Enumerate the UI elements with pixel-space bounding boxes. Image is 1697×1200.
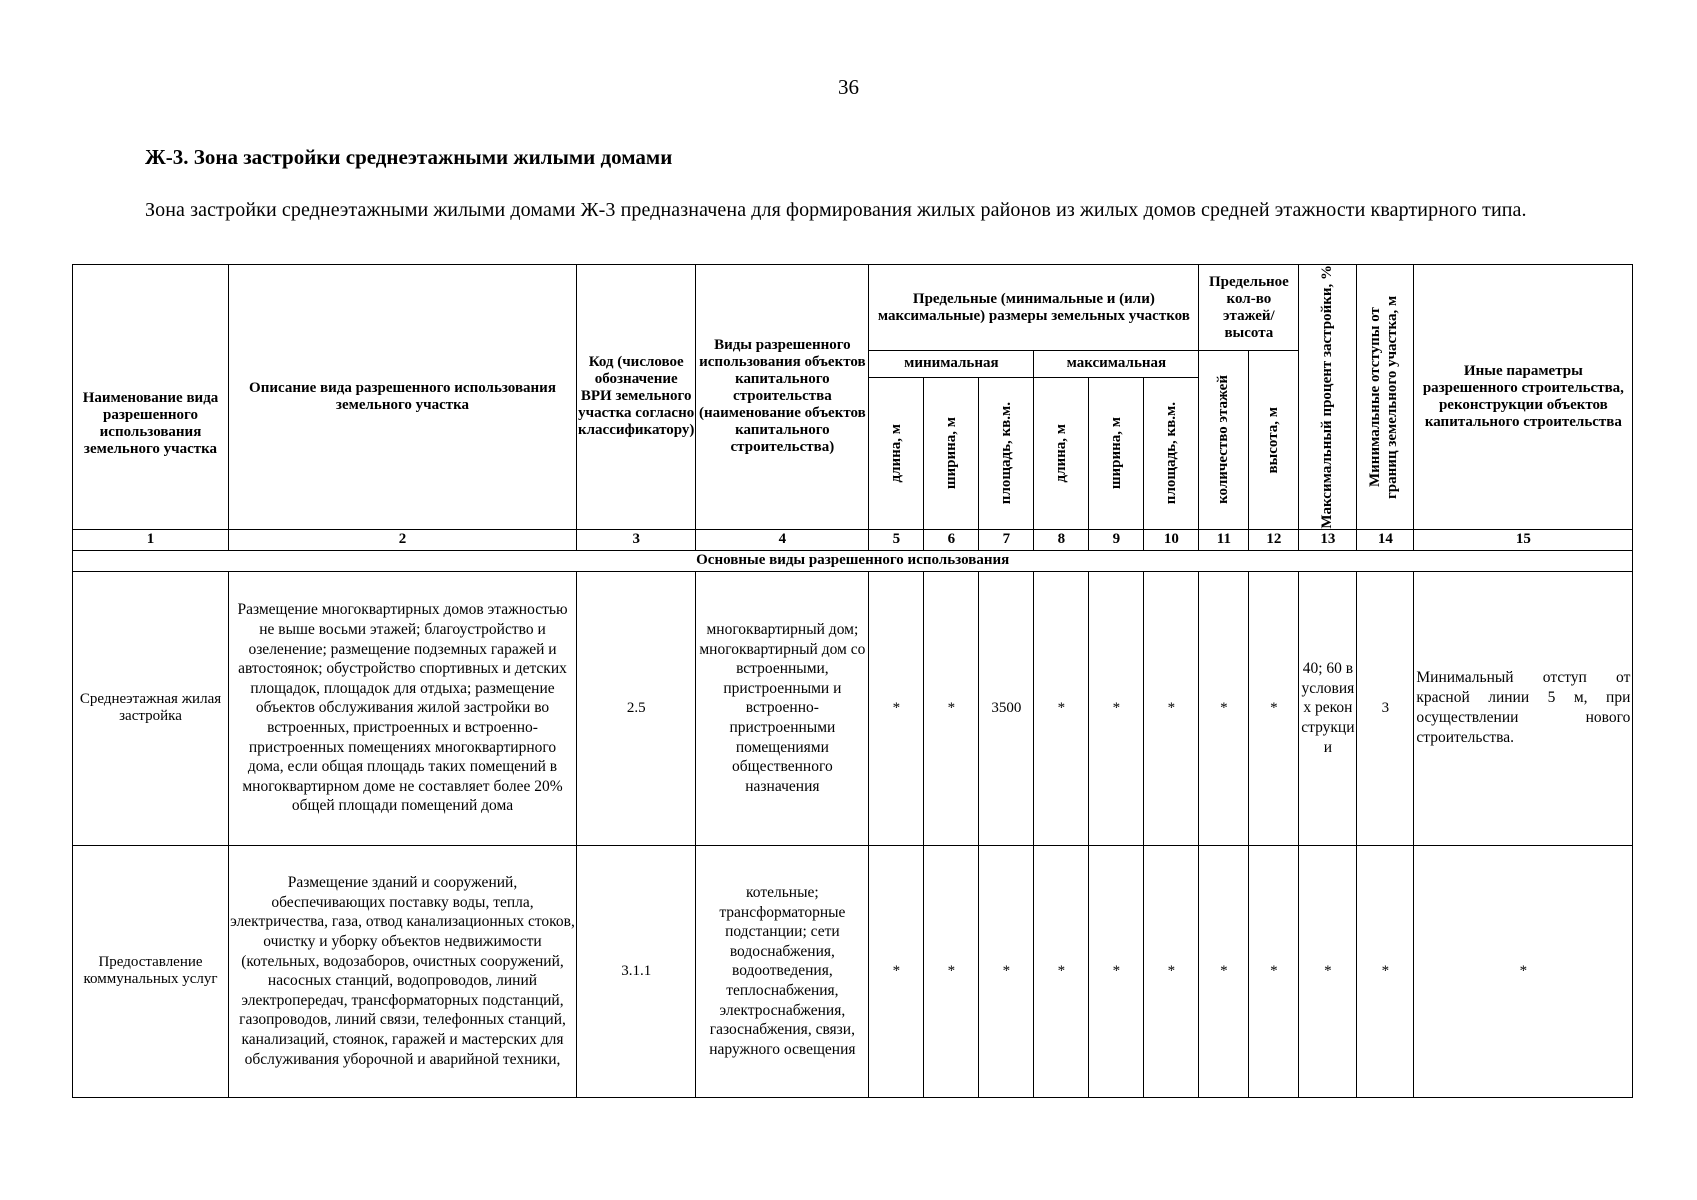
header-min-width-label: ширина, м <box>942 417 959 490</box>
column-number: 6 <box>924 529 979 550</box>
column-number: 14 <box>1357 529 1414 550</box>
header-description: Описание вида разрешенного использования земельного участка <box>229 265 577 530</box>
header-min-area <box>979 377 1034 529</box>
column-numbers-row <box>73 529 1633 550</box>
header-objects: Виды разрешенного использования объектов капитального строительства (наименование объектов капитального строительства) <box>696 265 869 530</box>
header-name: Наименование вида разрешенного использования земельного участка <box>73 265 229 530</box>
table-row <box>73 845 1633 1097</box>
header-height <box>1249 351 1299 530</box>
header-other-params: Иные параметры разрешенного строительства, реконструкции объектов капитального строительства <box>1414 265 1633 530</box>
row-max-width: * <box>1089 571 1144 845</box>
header-max-length <box>1034 377 1089 529</box>
header-max: максимальная <box>1034 351 1199 378</box>
header-max-area-label: площадь, кв.м. <box>1162 402 1179 505</box>
page-number: 36 <box>838 75 859 99</box>
row-max-width: * <box>1089 845 1144 1097</box>
row-objects: котельные; трансформаторные подстанции; сети водоснабжения, водоотведения, теплоснабжения, электроснабжения, газоснабжения, связи, наружного освещения <box>696 845 869 1097</box>
column-number: 10 <box>1144 529 1199 550</box>
row-other-params: * <box>1414 845 1633 1097</box>
row-name: Предоставление коммунальных услуг <box>73 845 229 1097</box>
column-number: 13 <box>1299 529 1357 550</box>
column-number: 11 <box>1199 529 1249 550</box>
row-setback: 3 <box>1357 571 1414 845</box>
row-height: * <box>1249 571 1299 845</box>
zone-parameters-table <box>72 264 1633 1098</box>
row-floors: * <box>1199 571 1249 845</box>
header-min: минимальная <box>869 351 1034 378</box>
section-row <box>73 550 1633 571</box>
column-number: 8 <box>1034 529 1089 550</box>
column-number: 3 <box>577 529 696 550</box>
row-height: * <box>1249 845 1299 1097</box>
row-other-params: Минимальный отступ от красной линии 5 м, при осуществлении нового строительства. <box>1414 571 1633 845</box>
column-number: 4 <box>696 529 869 550</box>
row-min-area: * <box>979 845 1034 1097</box>
row-min-length: * <box>869 571 924 845</box>
header-code: Код (числовое обозначение ВРИ земельного участка согласно классификатору) <box>577 265 696 530</box>
column-number: 9 <box>1089 529 1144 550</box>
header-setback <box>1357 265 1414 530</box>
header-max-width-label: ширина, м <box>1107 417 1124 490</box>
column-number: 5 <box>869 529 924 550</box>
row-max-area: * <box>1144 845 1199 1097</box>
column-number: 1 <box>73 529 229 550</box>
section-title: Ж-3. Зона застройки среднеэтажными жилыми домами <box>145 145 673 169</box>
row-min-width: * <box>924 845 979 1097</box>
header-setback-label: Минимальные отступы от границ земельного участка, м <box>1367 295 1401 499</box>
header-floors-group: Предельное кол-во этажей/ высота <box>1199 265 1299 351</box>
row-max-length: * <box>1034 571 1089 845</box>
column-number: 15 <box>1414 529 1633 550</box>
intro-paragraph: Зона застройки среднеэтажными жилыми домами Ж-3 предназначена для формирования жилых районов из жилых домов средней этажности квартирного типа. <box>145 199 1527 221</box>
row-code: 3.1.1 <box>577 845 696 1097</box>
row-max-area: * <box>1144 571 1199 845</box>
column-number: 7 <box>979 529 1034 550</box>
row-description: Размещение зданий и сооружений, обеспечивающих поставку воды, тепла, электричества, газа, отвод канализационных стоков, очистку и уборку объектов недвижимости (котельных, водозаборов, очистных сооружений, насосных станций, водопроводов, линий электропередач, трансформаторных подстанций, газопроводов, линий связи, телефонных станций, канализаций, стоянок, гаражей и мастерских для обслуживания уборочной и аварийной техники, <box>229 845 577 1097</box>
header-min-length <box>869 377 924 529</box>
row-min-length: * <box>869 845 924 1097</box>
header-min-area-label: площадь, кв.м. <box>997 402 1014 505</box>
table-row <box>73 571 1633 845</box>
header-floors-count <box>1199 351 1249 530</box>
column-number: 2 <box>229 529 577 550</box>
header-max-percent <box>1299 265 1357 530</box>
row-min-width: * <box>924 571 979 845</box>
header-max-length-label: длина, м <box>1052 423 1069 483</box>
header-min-width <box>924 377 979 529</box>
row-name: Среднеэтажная жилая застройка <box>73 571 229 845</box>
row-setback: * <box>1357 845 1414 1097</box>
row-max-percent: 40; 60 в условиях реконструкции <box>1299 571 1357 845</box>
header-plot-sizes: Предельные (минимальные и (или) максимальные) размеры земельных участков <box>869 265 1199 351</box>
header-max-width <box>1089 377 1144 529</box>
row-floors: * <box>1199 845 1249 1097</box>
header-min-length-label: длина, м <box>887 423 904 483</box>
row-min-area: 3500 <box>979 571 1034 845</box>
section-label: Основные виды разрешенного использования <box>73 550 1633 571</box>
column-number: 12 <box>1249 529 1299 550</box>
header-floors-count-label: количество этажей <box>1215 375 1232 505</box>
row-max-percent: * <box>1299 845 1357 1097</box>
row-max-length: * <box>1034 845 1089 1097</box>
header-height-label: высота, м <box>1265 406 1282 474</box>
row-objects: многоквартирный дом; многоквартирный дом со встроенными, пристроенными и встроенно-пристроенными помещениями общественного назначения <box>696 571 869 845</box>
header-max-area <box>1144 377 1199 529</box>
row-code: 2.5 <box>577 571 696 845</box>
row-description: Размещение многоквартирных домов этажностью не выше восьми этажей; благоустройство и озеленение; размещение подземных гаражей и автостоянок; обустройство спортивных и детских площадок, площадок для отдыха; размещение объектов обслуживания жилой застройки во встроенных, пристроенных и встроенно-пристроенных помещениях многоквартирного дома, если общая площадь таких помещений в многоквартирном доме не составляет более 20% общей площади помещений дома <box>229 571 577 845</box>
header-max-percent-label: Максимальный процент застройки, % <box>1319 265 1336 529</box>
